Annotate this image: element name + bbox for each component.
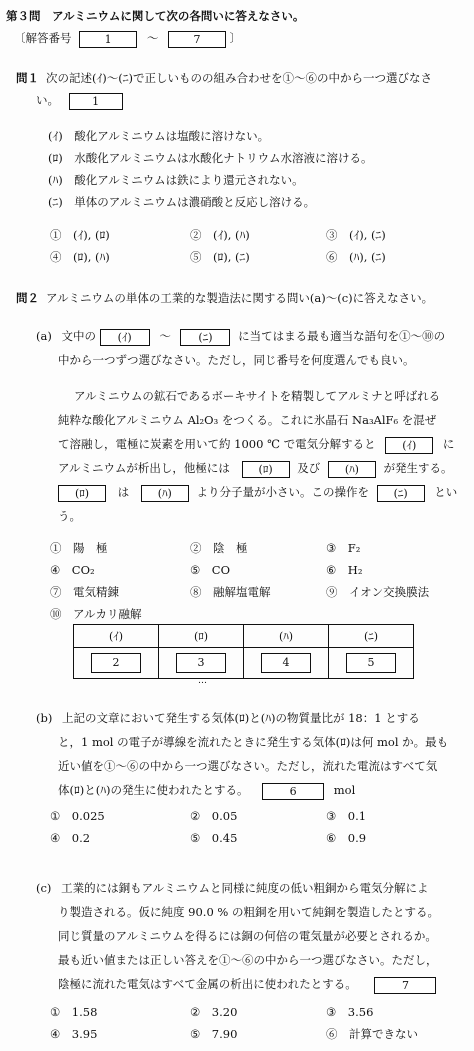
answer-box-range-start: 1 bbox=[79, 31, 137, 48]
passage-line bbox=[58, 460, 453, 478]
q1-statement: (ｲ) 酸化アルミニウムは塩酸に溶けない。 bbox=[48, 129, 270, 143]
q2c-line2: り製造される。仮に純度 90.0 % の粗銅を用いて純銅を製造したとする。 bbox=[58, 905, 439, 919]
q1-choice: ⑤ (ﾛ), (ﾆ) bbox=[190, 250, 250, 264]
q1-label: 問１ bbox=[16, 71, 39, 85]
passage-line: 純粋な酸化アルミニウム Al₂O₃ をつくる。これに氷晶石 Na₃AlF₆ を混ぜ bbox=[58, 413, 437, 427]
blank-box-ni: (ﾆ) bbox=[377, 485, 425, 502]
q2c-choice: ② 3.20 bbox=[190, 1005, 238, 1019]
q2b-line4-text: 体(ﾛ)と(ﾊ)の発生に使われたとする。 bbox=[58, 783, 249, 797]
q1-choice: ② (ｲ), (ﾊ) bbox=[190, 228, 250, 242]
ellipsis: … bbox=[198, 676, 207, 686]
q2c-line3: 同じ質量のアルミニウムを得るには銅の何倍の電気量が必要とされるか。 bbox=[58, 929, 437, 943]
blank-box-i: (ｲ) bbox=[385, 437, 433, 454]
passage-line4-post: が発生する。 bbox=[383, 461, 453, 475]
q2b-line4 bbox=[58, 782, 355, 800]
q2-text: アルミニウムの単体の工業的な製造法に関する問い(a)～(c)に答えなさい。 bbox=[46, 291, 434, 305]
q2c-answer-box: 7 bbox=[374, 977, 436, 994]
q2b-line1-text: 上記の文章において発生する気体(ﾛ)と(ﾊ)の物質量比が 18：1 とする bbox=[62, 711, 420, 725]
passage-line bbox=[58, 484, 457, 502]
range-sep: ～ bbox=[146, 31, 159, 45]
q2c-line5-text: 陰極に流れた電気はすべて金属の析出に使われたとする。 bbox=[58, 977, 357, 991]
q2a-choice: ④ CO₂ bbox=[50, 563, 95, 577]
q2a-choice: ⑥ H₂ bbox=[326, 563, 363, 577]
q1-statement: (ﾛ) 水酸化アルミニウムは水酸化ナトリウム水溶液に溶ける。 bbox=[48, 151, 373, 165]
passage-line: アルミニウムの鉱石であるボーキサイトを精製してアルミナと呼ばれる bbox=[74, 389, 441, 403]
q2a-choice: ⑧ 融解塩電解 bbox=[190, 585, 271, 599]
blank-box-i: (ｲ) bbox=[100, 329, 150, 346]
q2b-unit: mol bbox=[333, 783, 356, 797]
table-header: (ﾆ) bbox=[329, 625, 414, 648]
answer-range bbox=[14, 30, 241, 48]
q2b-choice: ⑤ 0.45 bbox=[190, 831, 238, 845]
q2b-line3: 近い値を①～⑥の中から一つ選びなさい。ただし，流れた電流はすべて気 bbox=[58, 759, 438, 773]
answer-box-5: 5 bbox=[346, 653, 396, 673]
passage-line3-post: に bbox=[442, 437, 455, 451]
q2c-choice: ⑤ 7.90 bbox=[190, 1027, 238, 1041]
answer-box-range-end: 7 bbox=[168, 31, 226, 48]
passage-line5-mid1: は bbox=[117, 485, 130, 499]
q1-answer-box: 1 bbox=[69, 93, 123, 110]
passage-line bbox=[58, 436, 454, 454]
passage-line5-mid2: より分子量が小さい。この操作を bbox=[196, 485, 369, 499]
range-prefix: 〔解答番号 bbox=[14, 31, 72, 45]
passage-line4-mid: 及び bbox=[297, 461, 321, 475]
q2a-line2: 中から一つずつ選びなさい。ただし，同じ番号を何度選んでも良い。 bbox=[58, 353, 415, 367]
q2a-line1-post: に当てはまる最も適当な語句を①～⑩の bbox=[238, 329, 446, 343]
q2b-choice: ② 0.05 bbox=[190, 809, 238, 823]
answer-box-3: 3 bbox=[176, 653, 226, 673]
question-title: 第３問 アルミニウムに関して次の各問いに答えなさい。 bbox=[6, 9, 305, 23]
q1-text-line2-text: い。 bbox=[36, 93, 59, 107]
q1-choice: ⑥ (ﾊ), (ﾆ) bbox=[326, 250, 386, 264]
q2c-label: (c) bbox=[36, 881, 52, 895]
table-header: (ﾊ) bbox=[244, 625, 329, 648]
q2a-choice: ③ F₂ bbox=[326, 541, 361, 555]
q1-choice: ① (ｲ), (ﾛ) bbox=[50, 228, 110, 242]
q2-label: 問２ bbox=[16, 291, 39, 305]
q2b-label: (b) bbox=[36, 711, 53, 725]
q2b-line1 bbox=[36, 710, 420, 726]
q1-text-line1: 次の記述(ｲ)～(ﾆ)で正しいものの組み合わせを①～⑥の中から一つ選びなさ bbox=[46, 71, 432, 85]
q2a-line1-pre: 文中の bbox=[61, 329, 96, 343]
q2b-choice: ⑥ 0.9 bbox=[326, 831, 367, 845]
table-header: (ｲ) bbox=[74, 625, 159, 648]
blank-box-ni: (ﾆ) bbox=[180, 329, 230, 346]
q2a-choice: ⑩ アルカリ融解 bbox=[50, 607, 142, 621]
passage-line5-post: とい bbox=[434, 485, 458, 499]
q1-text-line2 bbox=[36, 92, 123, 110]
q2c-line5 bbox=[58, 976, 436, 994]
q2a-choice: ⑨ イオン交換膜法 bbox=[326, 585, 430, 599]
passage-line3-text: て溶融し，電極に炭素を用いて約 1000 ℃ で電気分解すると bbox=[58, 437, 376, 451]
table-header: (ﾛ) bbox=[159, 625, 244, 648]
q2a-tilde: ～ bbox=[159, 329, 171, 343]
range-suffix: 〕 bbox=[229, 31, 242, 45]
q2c-line1-text: 工業的には銅もアルミニウムと同様に純度の低い粗銅から電気分解によ bbox=[61, 881, 429, 895]
q2c-choice: ⑥ 計算できない bbox=[326, 1027, 418, 1041]
q2b-line2: と，1 mol の電子が導線を流れたときに発生する気体(ﾛ)は何 mol か。最も bbox=[58, 735, 449, 749]
q2c-choice: ③ 3.56 bbox=[326, 1005, 374, 1019]
q2a-choice: ① 陽 極 bbox=[50, 541, 108, 555]
q1-statement: (ﾆ) 単体のアルミニウムは濃硝酸と反応し溶ける。 bbox=[48, 195, 316, 209]
q1-choice: ④ (ﾛ), (ﾊ) bbox=[50, 250, 110, 264]
blank-box-ha: (ﾊ) bbox=[328, 461, 376, 478]
q2a-line1 bbox=[36, 328, 445, 346]
q2b-choice: ③ 0.1 bbox=[326, 809, 367, 823]
q2a-choice: ⑤ CO bbox=[190, 563, 231, 577]
q2a-choice: ② 陰 極 bbox=[190, 541, 248, 555]
blank-box-ro: (ﾛ) bbox=[58, 485, 106, 502]
q2c-line1 bbox=[36, 880, 429, 896]
q2a-label: (a) bbox=[36, 329, 52, 343]
answer-box-4: 4 bbox=[261, 653, 311, 673]
q1-statement: (ﾊ) 酸化アルミニウムは鉄により還元されない。 bbox=[48, 173, 304, 187]
q2c-line4: 最も近い値または正しい答えを①～⑥の中から一つ選びなさい。ただし， bbox=[58, 953, 438, 967]
q2c-choice: ① 1.58 bbox=[50, 1005, 98, 1019]
answer-box-2: 2 bbox=[91, 653, 141, 673]
answer-table bbox=[73, 624, 414, 679]
blank-box-ro: (ﾛ) bbox=[242, 461, 290, 478]
q1-choice: ③ (ｲ), (ﾆ) bbox=[326, 228, 386, 242]
q2a-choice: ⑦ 電気精錬 bbox=[50, 585, 119, 599]
q2b-answer-box: 6 bbox=[262, 783, 324, 800]
q2c-choice: ④ 3.95 bbox=[50, 1027, 98, 1041]
passage-line: う。 bbox=[58, 509, 81, 523]
passage-line4-text: アルミニウムが析出し，他極には bbox=[58, 461, 230, 475]
blank-box-ha: (ﾊ) bbox=[141, 485, 189, 502]
q2b-choice: ① 0.025 bbox=[50, 809, 105, 823]
q2b-choice: ④ 0.2 bbox=[50, 831, 91, 845]
